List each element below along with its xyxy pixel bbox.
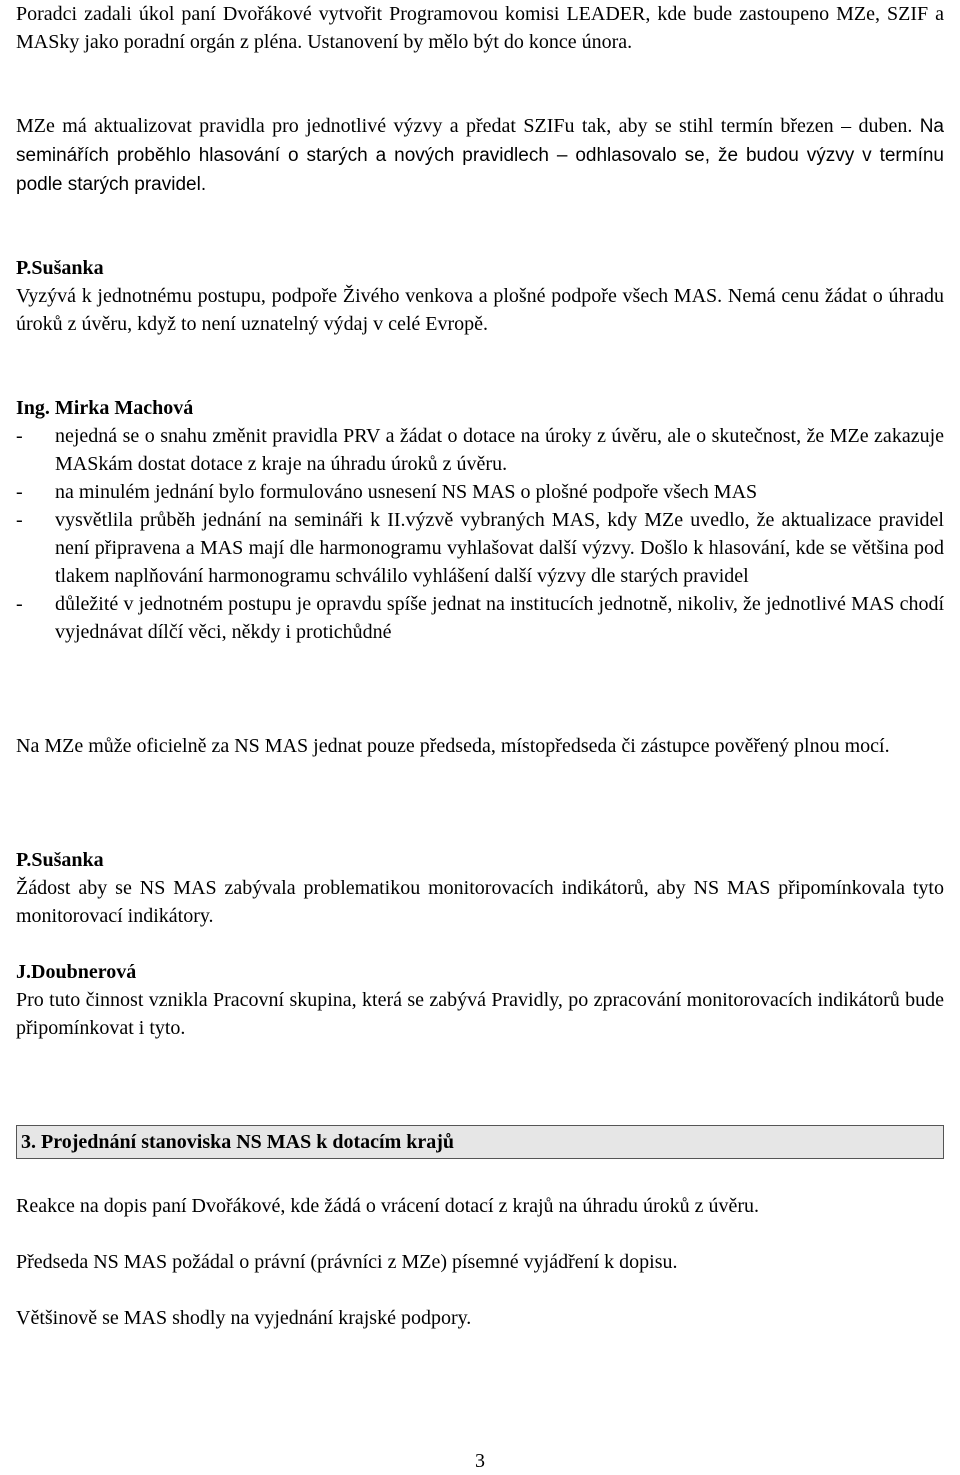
speaker-name: P.Sušanka [16, 849, 104, 871]
susanka-statement-1 [16, 254, 944, 338]
representation-paragraph: Na MZe může oficielně za NS MAS jednat pouze předseda, místopředseda či zástupce pověřený plnou mocí. [16, 735, 890, 757]
doubnerova-statement [16, 958, 944, 1042]
list-item [16, 422, 944, 478]
section-3-paragraph-1: Reakce na dopis paní Dvořákové, kde žádá o vrácení dotací z krajů na úhradu úroků z úvěru. [16, 1195, 760, 1217]
list-item-text: na minulém jednání bylo formulováno usnesení NS MAS o plošné podpoře všech MAS [55, 481, 758, 503]
section-3-paragraph-3: Většinově se MAS shodly na vyjednání krajské podpory. [16, 1307, 472, 1329]
intro-paragraph-1: Poradci zadali úkol paní Dvořákové vytvořit Programovou komisi LEADER, kde bude zastoupeno MZe, SZIF a MASky jako poradní orgán z pléna. Ustanovení by mělo být do konce února. [16, 3, 944, 53]
dash-marker: - [16, 509, 23, 531]
dash-marker: - [16, 593, 23, 615]
list-item [16, 478, 944, 506]
machova-statement [16, 394, 944, 646]
susanka-statement-2 [16, 846, 944, 930]
statement-text: Vyzývá k jednotnému postupu, podpoře Živého venkova a plošné podpoře všech MAS. Nemá cenu žádat o úhradu úroků z úvěru, když to není uznatelný výdaj v celé Evropě. [16, 285, 944, 335]
list-item-text: důležité v jednotném postupu je opravdu spíše jednat na institucích jednotně, nikoliv, že jednotlivé MAS chodí vyjednávat dílčí věci, někdy i protichůdné [55, 593, 944, 643]
speaker-name: P.Sušanka [16, 257, 104, 279]
section-3-paragraph-2: Předseda NS MAS požádal o právní (právníci z MZe) písemné vyjádření k dopisu. [16, 1251, 678, 1273]
intro-paragraph-2-part-2: Na seminářích proběhlo hlasování o starých a nových pravidlech – odhlasovalo se, že budou výzvy v termínu podle starých pravidel. [16, 116, 944, 195]
intro-paragraph-2-part-1: MZe má aktualizovat pravidla pro jednotlivé výzvy a předat SZIFu tak, aby se stihl termín březen – duben. [16, 115, 920, 137]
statement-text: Žádost aby se NS MAS zabývala problematikou monitorovacích indikátorů, aby NS MAS připomínkovala tyto monitorovací indikátory. [16, 877, 944, 927]
statement-text: Pro tuto činnost vznikla Pracovní skupina, která se zabývá Pravidly, po zpracování monitorovacích indikátorů bude připomínkovat i tyto. [16, 989, 944, 1039]
section-heading: 3. Projednání stanoviska NS MAS k dotacím krajů [16, 1125, 944, 1159]
speaker-name: Ing. Mirka Machová [16, 397, 194, 419]
list-item-text: vysvětlila průběh jednání na semináři k II.výzvě vybraných MAS, kdy MZe uvedlo, že aktualizace pravidel není připravena a MAS mají dle harmonogramu vyhlašovat další výzvy. Došlo k hlasování, kde se většina pod tlakem naplňování harmonogramu schválilo vyhlášení další výzvy dle starých pravidel [55, 509, 944, 587]
intro-paragraph-2 [16, 112, 944, 199]
list-item [16, 590, 944, 646]
dash-marker: - [16, 425, 23, 447]
dash-marker: - [16, 481, 23, 503]
speaker-name: J.Doubnerová [16, 961, 137, 983]
list-item-text: nejedná se o snahu změnit pravidla PRV a žádat o dotace na úroky z úvěru, ale o skutečnost, že MZe zakazuje MASkám dostat dotace z kraje na úhradu úroků z úvěru. [55, 425, 944, 475]
machova-points-list [16, 422, 944, 646]
page-number: 3 [475, 1450, 485, 1472]
list-item [16, 506, 944, 590]
